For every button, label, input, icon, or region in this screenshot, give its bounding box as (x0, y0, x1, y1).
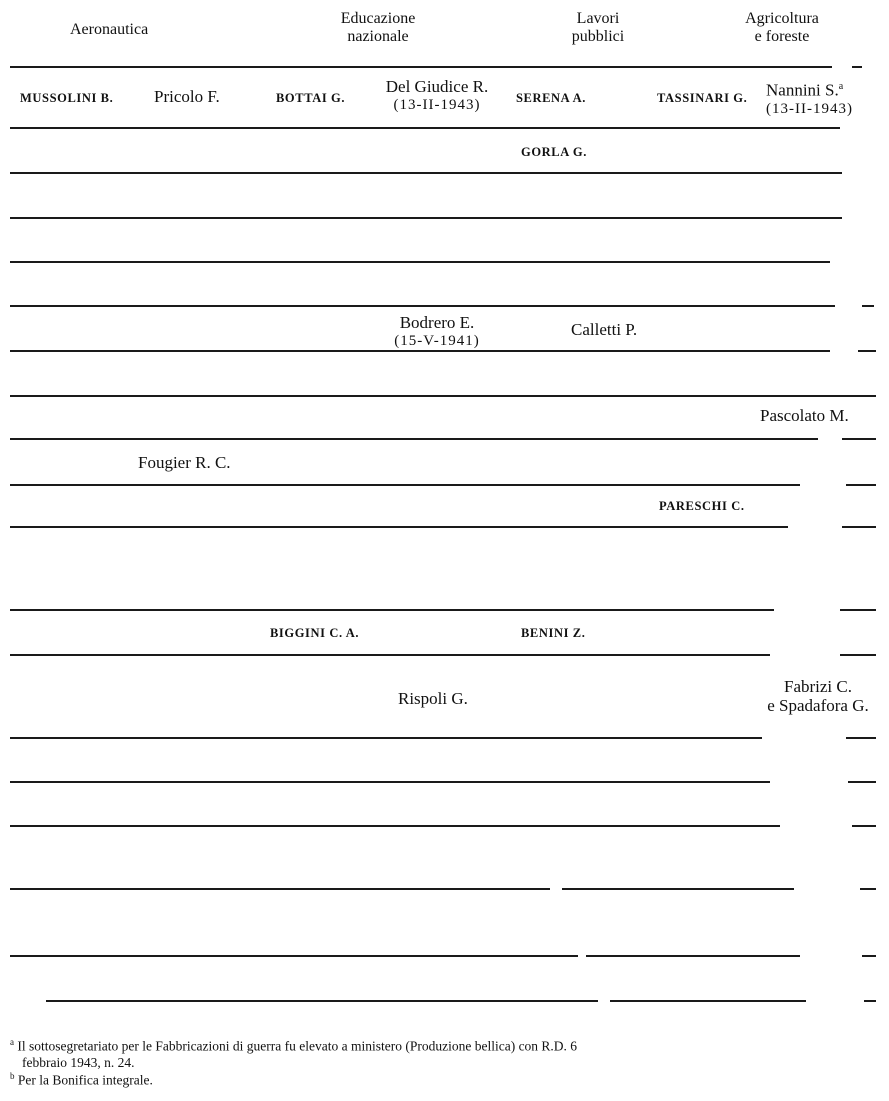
entry-calletti: Calletti P. (571, 320, 638, 339)
header-lavori-pubblici (548, 10, 648, 46)
rule-row-12 (10, 654, 770, 656)
undersecretary-del-giudice (372, 77, 502, 115)
minister-bottai: BOTTAI G. (276, 91, 346, 105)
rule-row-18a (46, 1000, 598, 1002)
rule-row-13 (10, 737, 762, 739)
fabrizi-name: Fabrizi C. (784, 677, 852, 696)
entry-rispoli: Rispoli G. (398, 689, 468, 708)
rule-row-16a (10, 888, 550, 890)
nannini-footnote-marker: a (838, 81, 844, 92)
rule-row-8 (10, 438, 818, 440)
entry-bodrero (372, 313, 502, 351)
rule-row-11 (10, 609, 774, 611)
rule-row-4 (10, 261, 830, 263)
rule-row-17b (586, 955, 800, 957)
del-giudice-name: Del Giudice R. (385, 77, 489, 96)
header-educazione-line1: Educazione (340, 10, 416, 27)
header-aeronautica: Aeronautica (70, 21, 149, 38)
rule-row-1 (10, 127, 840, 129)
rule-row-11-dash (840, 609, 876, 611)
rule-row-14-dash (848, 781, 876, 783)
rule-row-13-dash (846, 737, 876, 739)
rule-row-12-dash (840, 654, 876, 656)
rule-row-17-dash (862, 955, 876, 957)
header-educazione-nazionale (318, 10, 438, 46)
rule-row-5 (10, 305, 835, 307)
footnote-a-line2: febbraio 1943, n. 24. (22, 1054, 135, 1070)
rule-row-6 (10, 350, 830, 352)
entry-fabrizi-spadafora (755, 677, 881, 715)
header-lavori-line1: Lavori (576, 10, 620, 27)
rule-row-18b (610, 1000, 806, 1002)
rule-row-14 (10, 781, 770, 783)
header-educazione-line2: nazionale (347, 28, 409, 45)
header-agricoltura-line2: e foreste (754, 28, 810, 45)
rule-row-5-dash (862, 305, 874, 307)
rule-header (10, 66, 832, 68)
rule-row-9-dash (846, 484, 876, 486)
rule-row-17a (10, 955, 578, 957)
rule-row-2 (10, 172, 842, 174)
entry-benini: BENINI Z. (521, 626, 586, 640)
rule-row-18-dash (864, 1000, 876, 1002)
entry-fougier: Fougier R. C. (138, 453, 231, 472)
bodrero-date: (15-V-1941) (394, 333, 480, 349)
entry-biggini: BIGGINI C. A. (270, 626, 360, 640)
minister-mussolini: MUSSOLINI B. (20, 91, 114, 105)
header-agricoltura-foreste (722, 10, 842, 46)
spadafora-name: e Spadafora G. (767, 696, 869, 715)
rule-row-8-dash (842, 438, 876, 440)
undersecretary-pricolo: Pricolo F. (154, 87, 220, 106)
footnote-b (10, 1068, 153, 1089)
rule-row-10 (10, 526, 788, 528)
rule-row-16b (562, 888, 794, 890)
rule-row-9 (10, 484, 800, 486)
bodrero-name: Bodrero E. (399, 313, 475, 332)
entry-pareschi: PARESCHI C. (659, 499, 745, 513)
footnote-b-text: Per la Bonifica integrale. (17, 1072, 153, 1088)
footnote-b-marker: b (10, 1071, 15, 1081)
nannini-name: Nannini S.$^a$ (766, 80, 844, 100)
rule-row-7 (10, 395, 876, 397)
footnote-a-marker: a (10, 1037, 14, 1047)
entry-gorla: GORLA G. (521, 145, 587, 159)
minister-tassinari: TASSINARI G. (657, 91, 748, 105)
rule-row-15 (10, 825, 780, 827)
nannini-date: (13-II-1943) (766, 100, 853, 117)
del-giudice-date: (13-II-1943) (393, 97, 481, 113)
header-lavori-line2: pubblici (571, 28, 625, 45)
rule-row-15-dash (852, 825, 876, 827)
rule-row-3 (10, 217, 842, 219)
minister-serena: SERENA A. (516, 91, 587, 105)
entry-pascolato: Pascolato M. (760, 406, 849, 425)
rule-row-16-dash (860, 888, 876, 890)
header-agricoltura-line1: Agricoltura (745, 10, 819, 27)
rule-row-6-dash (858, 350, 876, 352)
rule-row-10-dash (842, 526, 876, 528)
undersecretary-nannini (766, 77, 876, 119)
footnote-a-line1: $^a$ Il sottosegretariato per le Fabbricazioni di guerra fu elevato a ministero (Produzione bellica) con R.D. 6 (10, 1037, 578, 1054)
footnote-a (10, 1034, 577, 1071)
rule-header-dash (852, 66, 862, 68)
